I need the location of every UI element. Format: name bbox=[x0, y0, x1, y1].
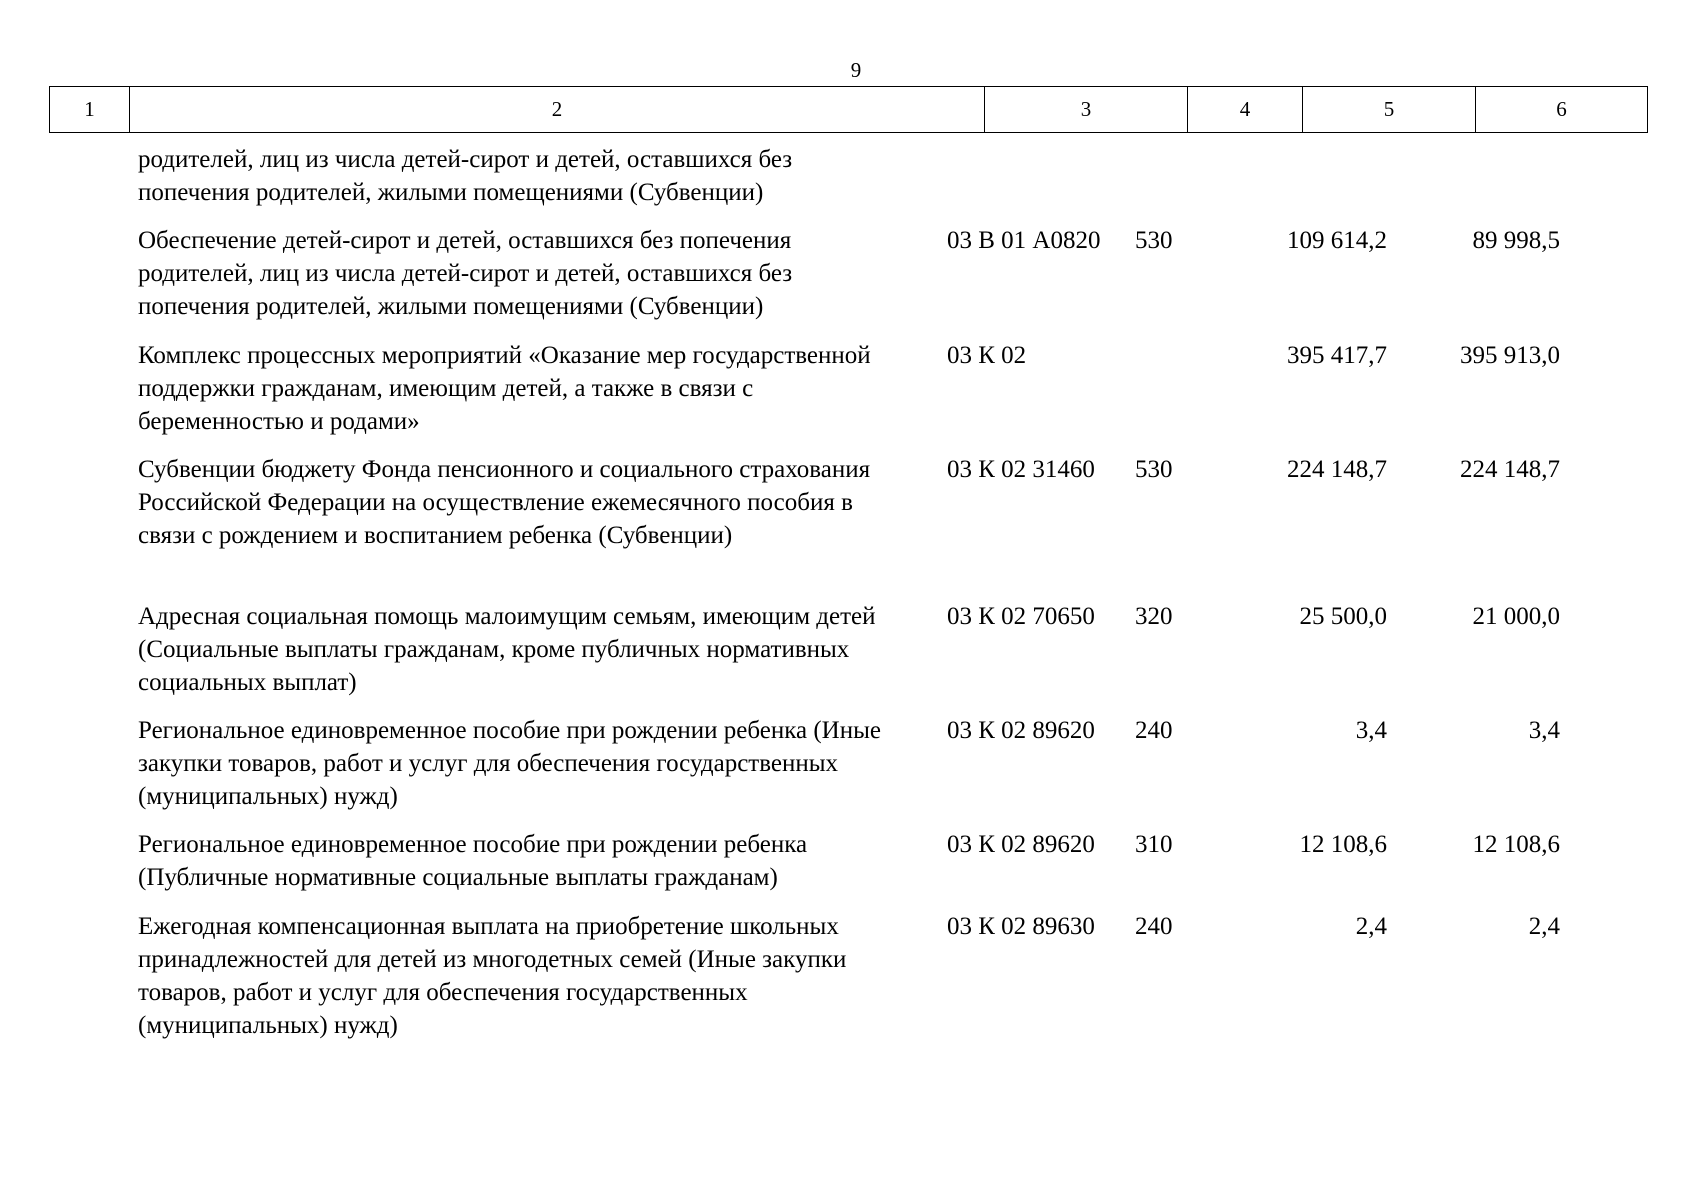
row-vr: 310 bbox=[1135, 831, 1173, 858]
row-code: 03 К 02 89620 bbox=[947, 831, 1095, 858]
row-sum-2: 12 108,6 bbox=[1472, 831, 1560, 858]
header-col-6: 6 bbox=[1476, 87, 1648, 133]
row-vr: 530 bbox=[1135, 227, 1173, 254]
table-row bbox=[49, 133, 1647, 224]
row-sum-2: 89 998,5 bbox=[1472, 227, 1560, 254]
row-code: 03 В 01 А0820 bbox=[947, 227, 1101, 254]
row-sum-2: 224 148,7 bbox=[1460, 456, 1560, 483]
row-code: 03 К 02 bbox=[947, 342, 1027, 369]
table-row bbox=[49, 714, 1647, 828]
row-sum-2: 21 000,0 bbox=[1472, 603, 1560, 630]
row-sum-1: 395 417,7 bbox=[1287, 342, 1387, 369]
row-vr: 530 bbox=[1135, 456, 1173, 483]
row-sum-2: 3,4 bbox=[1528, 717, 1560, 744]
row-name: Региональное единовременное пособие при рождении ребенка (Публичные нормативные социальные выплаты гражданам) bbox=[138, 831, 808, 891]
row-code: 03 К 02 89630 bbox=[947, 913, 1095, 940]
row-sum-1: 224 148,7 bbox=[1287, 456, 1387, 483]
row-sum-1: 25 500,0 bbox=[1299, 603, 1387, 630]
table-row bbox=[49, 453, 1647, 600]
header-col-3: 3 bbox=[985, 87, 1188, 133]
row-name: Региональное единовременное пособие при рождении ребенка (Иные закупки товаров, работ и услуг для обеспечения государственных (муниципальных) нужд) bbox=[138, 717, 882, 810]
row-name: Комплекс процессных мероприятий «Оказание мер государственной поддержки гражданам, имеющим детей, а также в связи с беременностью и родами» bbox=[138, 342, 871, 435]
header-col-4: 4 bbox=[1188, 87, 1303, 133]
row-name: Субвенции бюджету Фонда пенсионного и социального страхования Российской Федерации на осуществление ежемесячного пособия в связи с рождением и воспитанием ребенка (Субвенции) bbox=[138, 456, 871, 549]
table-body bbox=[49, 133, 1647, 1050]
header-col-2: 2 bbox=[130, 87, 985, 133]
row-sum-1: 2,4 bbox=[1355, 913, 1387, 940]
header-col-1: 1 bbox=[50, 87, 130, 133]
row-name: Адресная социальная помощь малоимущим семьям, имеющим детей (Социальные выплаты гражданам, кроме публичных нормативных социальных выплат) bbox=[138, 603, 876, 696]
row-vr: 240 bbox=[1135, 717, 1173, 744]
row-vr: 240 bbox=[1135, 913, 1173, 940]
row-name: Обеспечение детей-сирот и детей, оставшихся без попечения родителей, лиц из числа детей-сирот и детей, оставшихся без попечения родителей, жилыми помещениями (Субвенции) bbox=[138, 227, 793, 320]
row-sum-2: 2,4 bbox=[1528, 913, 1560, 940]
row-code: 03 К 02 70650 bbox=[947, 603, 1095, 630]
header-col-5: 5 bbox=[1303, 87, 1476, 133]
page-number: 9 bbox=[850, 58, 862, 82]
table-row bbox=[49, 910, 1647, 1050]
row-code: 03 К 02 89620 bbox=[947, 717, 1095, 744]
table-header bbox=[49, 86, 1648, 133]
row-name: Ежегодная компенсационная выплата на приобретение школьных принадлежностей для детей из многодетных семей (Иные закупки товаров, работ и услуг для обеспечения государственных (муниципальных) нужд) bbox=[138, 913, 847, 1039]
row-sum-1: 12 108,6 bbox=[1299, 831, 1387, 858]
table-row bbox=[49, 224, 1647, 339]
row-vr: 320 bbox=[1135, 603, 1173, 630]
row-sum-2: 395 913,0 bbox=[1460, 342, 1560, 369]
row-name: родителей, лиц из числа детей-сирот и детей, оставшихся без попечения родителей, жилыми помещениями (Субвенции) bbox=[138, 146, 793, 206]
table-row bbox=[49, 339, 1647, 453]
row-sum-1: 109 614,2 bbox=[1287, 227, 1387, 254]
row-code: 03 К 02 31460 bbox=[947, 456, 1095, 483]
table-row bbox=[49, 828, 1647, 910]
row-sum-1: 3,4 bbox=[1355, 717, 1387, 744]
table-row bbox=[49, 600, 1647, 714]
